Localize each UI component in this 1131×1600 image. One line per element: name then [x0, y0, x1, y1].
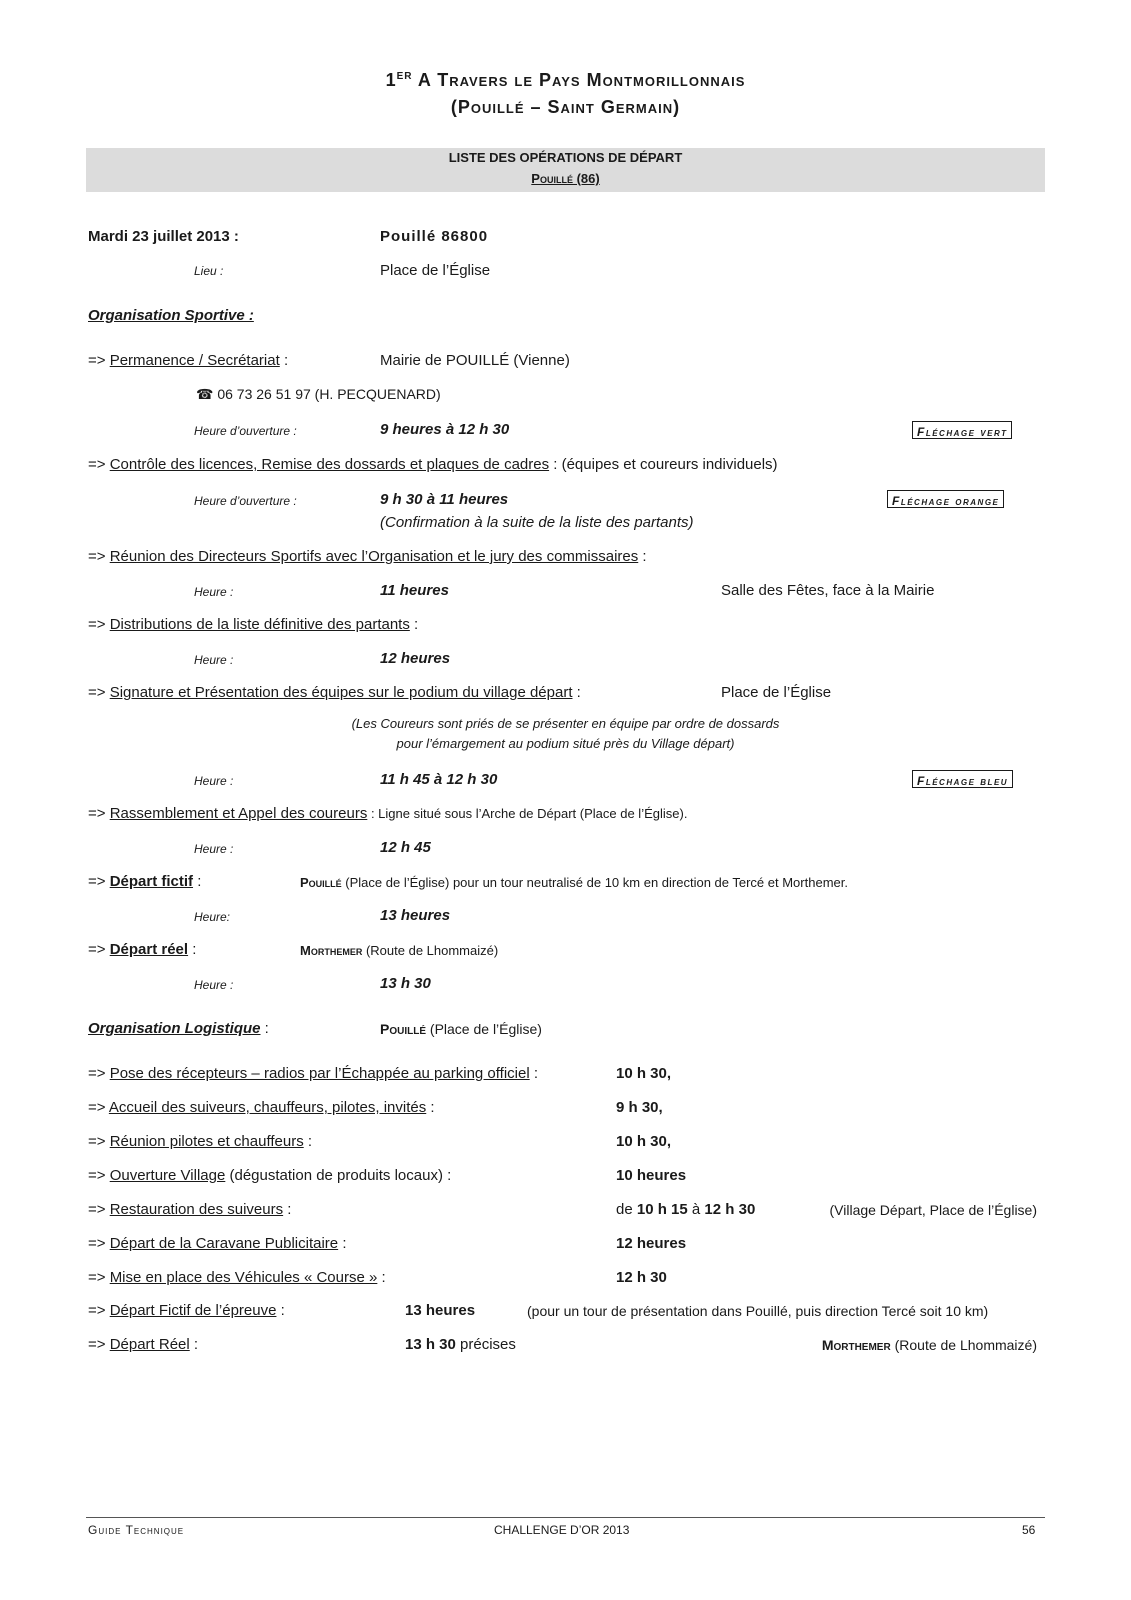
depart-reel-hours-label: Heure :: [194, 978, 234, 992]
distribution-hours-label: Heure :: [194, 653, 234, 667]
arrow: =>: [88, 1201, 110, 1218]
arrow: =>: [88, 352, 110, 369]
arrow: =>: [88, 548, 110, 565]
colon: :: [638, 548, 647, 565]
colon: :: [279, 352, 289, 369]
signature-row: [88, 684, 581, 701]
rassemblement-hours: 12 h 45: [380, 839, 431, 856]
logistique-row: [88, 1235, 347, 1252]
phone-row: [196, 386, 441, 403]
depart-fictif-row: [88, 873, 201, 890]
logistique-depart-reel-town: Morthemer: [821, 1337, 891, 1353]
signature-hours-label: Heure :: [194, 774, 234, 788]
rassemblement-label: Rassemblement et Appel des coureurs: [109, 805, 368, 822]
depart-fictif-hours-label: Heure:: [194, 910, 231, 924]
rassemblement-hours-label: Heure :: [194, 842, 234, 856]
logistique-row-time: [616, 1235, 686, 1252]
depart-fictif-town: Pouillé: [300, 875, 342, 890]
title-text: A Travers le Pays Montmorillonnais: [417, 70, 746, 90]
arrow: =>: [88, 1167, 110, 1184]
logistique-row-suffix: (dégustation de produits locaux) :: [225, 1167, 452, 1184]
arrow: =>: [88, 941, 110, 958]
logistique-heading: Organisation Logistique: [88, 1020, 261, 1037]
logistique-depart-reel-label: Départ Réel: [109, 1336, 190, 1353]
permanence-value: Mairie de POUILLÉ (Vienne): [380, 352, 570, 369]
title-number: 1: [385, 70, 397, 90]
logistique-row-label: Départ de la Caravane Publicitaire: [109, 1235, 339, 1252]
arrow: =>: [88, 873, 110, 890]
logistique-row: [88, 1201, 291, 1218]
distribution-row: [88, 616, 418, 633]
logistique-row-time: [616, 1065, 671, 1082]
logistique-row-suffix: :: [377, 1269, 386, 1286]
signature-hours: 11 h 45 à 12 h 30: [380, 771, 498, 788]
logistique-depart-reel-time-row: [405, 1336, 516, 1353]
logistique-depart-reel-row: [88, 1336, 198, 1353]
licences-label: Contrôle des licences, Remise des dossards et plaques de cadres: [109, 456, 550, 473]
colon: :: [188, 941, 197, 958]
arrow: =>: [88, 1235, 110, 1252]
licences-row: [88, 456, 778, 473]
arrow: =>: [88, 1302, 110, 1319]
flechage-vert-badge: Fléchage vert: [912, 421, 1012, 439]
phone-number: 06 73 26 51 97 (H. PECQUENARD): [217, 386, 441, 402]
logistique-row: [88, 1269, 386, 1286]
reunion-place: Salle des Fêtes, face à la Mairie: [721, 582, 935, 599]
time-start: 10 h 15: [636, 1201, 688, 1218]
logistique-row-suffix: :: [303, 1133, 313, 1150]
licences-suffix: : (équipes et coureurs individuels): [549, 456, 778, 473]
footer-left: Guide Technique: [88, 1523, 185, 1537]
arrow: =>: [88, 805, 110, 822]
licences-note: (Confirmation à la suite de la liste des partants): [380, 514, 694, 531]
logistique-row-suffix: :: [529, 1065, 539, 1082]
reunion-row: [88, 548, 647, 565]
depart-reel-hours: 13 h 30: [380, 975, 431, 992]
telephone-icon: ☎: [196, 386, 214, 402]
depart-reel-detail: (Route de Lhommaizé): [362, 943, 499, 958]
colon: :: [189, 1336, 199, 1353]
banner-title: LISTE DES OPÉRATIONS DE DÉPART: [448, 150, 683, 165]
time-prefix: de: [616, 1201, 637, 1218]
logistique-row-time: [616, 1167, 686, 1184]
logistique-row-time: [616, 1133, 671, 1150]
permanence-hours: 9 heures à 12 h 30: [380, 421, 510, 438]
time-value: 12 heures: [616, 1235, 687, 1252]
depart-reel-row: [88, 941, 196, 958]
distribution-label: Distributions de la liste définitive des partants: [109, 616, 410, 633]
logistique-depart-fictif-extra: (pour un tour de présentation dans Pouillé, puis direction Tercé soit 10 km): [527, 1303, 989, 1319]
logistique-location: [380, 1021, 542, 1037]
logistique-row: [88, 1065, 538, 1082]
colon: :: [409, 616, 419, 633]
depart-fictif-label: Départ fictif: [109, 873, 194, 890]
arrow: =>: [88, 1065, 110, 1082]
licences-hours: 9 h 30 à 11 heures: [380, 491, 509, 508]
logistique-town: Pouillé: [380, 1021, 427, 1037]
arrow: =>: [88, 616, 110, 633]
arrow: =>: [88, 684, 110, 701]
depart-reel-label: Départ réel: [109, 941, 189, 958]
flechage-orange-badge: Fléchage orange: [887, 490, 1004, 508]
lieu-label: Lieu :: [194, 264, 224, 278]
event-town: Pouillé 86800: [380, 228, 489, 245]
footer-center: CHALLENGE D’OR 2013: [494, 1523, 630, 1537]
rassemblement-row: [88, 805, 687, 822]
reunion-hours: 11 heures: [380, 582, 449, 599]
depart-fictif-hours: 13 heures: [380, 907, 451, 924]
logistique-row-label: Ouverture Village: [109, 1167, 226, 1184]
signature-label: Signature et Présentation des équipes sur le podium du village départ: [109, 684, 573, 701]
banner-location: Pouillé (86): [531, 171, 600, 186]
logistique-row-label: Pose des récepteurs – radios par l’Échappée au parking officiel: [109, 1065, 530, 1082]
logistique-town-detail: (Place de l’Église): [426, 1021, 542, 1037]
logistique-row-time: [616, 1099, 663, 1116]
logistique-row: [88, 1099, 435, 1116]
arrow: =>: [88, 1269, 110, 1286]
logistique-row-label: Mise en place des Véhicules « Course »: [109, 1269, 378, 1286]
depart-reel-value: [300, 943, 498, 958]
document-title: [0, 70, 1131, 91]
time-value: 9 h 30,: [616, 1099, 663, 1116]
depart-fictif-detail: (Place de l’Église) pour un tour neutralisé de 10 km en direction de Tercé et Morthemer.: [341, 875, 848, 890]
permanence-label: Permanence / Secrétariat: [109, 352, 280, 369]
lieu-value: Place de l’Église: [380, 262, 491, 279]
logistique-depart-fictif-time: 13 heures: [405, 1302, 476, 1319]
signature-note-line2: pour l’émargement au podium situé près du Village départ): [396, 736, 735, 751]
reunion-hours-label: Heure :: [194, 585, 234, 599]
logistique-row-suffix: :: [338, 1235, 347, 1252]
logistique-row-suffix: :: [283, 1201, 292, 1218]
logistique-row: [88, 1133, 312, 1150]
distribution-hours: 12 heures: [380, 650, 451, 667]
signature-place: Place de l’Église: [721, 684, 832, 701]
footer-rule: [86, 1517, 1045, 1518]
arrow: =>: [88, 1336, 110, 1353]
rassemblement-suffix: : Ligne situé sous l’Arche de Départ (Place de l’Église).: [367, 806, 688, 821]
arrow: =>: [88, 1133, 110, 1150]
time-separator: à: [687, 1201, 705, 1218]
time-value: 10 h 30,: [616, 1133, 672, 1150]
logistique-row-label: Réunion pilotes et chauffeurs: [109, 1133, 304, 1150]
colon: :: [193, 873, 202, 890]
logistique-depart-reel-time: 13 h 30: [405, 1336, 456, 1353]
sportive-heading: Organisation Sportive :: [88, 307, 254, 324]
signature-note-line1: (Les Coureurs sont priés de se présenter en équipe par ordre de dossards: [351, 716, 780, 731]
time-value: 12 h 30: [616, 1269, 667, 1286]
page-number: 56: [1022, 1523, 1036, 1537]
logistique-depart-reel-place: [822, 1337, 1037, 1353]
flechage-bleu-badge: Fléchage bleu: [912, 770, 1013, 788]
logistique-depart-reel-precision: précises: [455, 1336, 516, 1353]
logistique-row-label: Accueil des suiveurs, chauffeurs, pilotes, invités: [108, 1099, 427, 1116]
arrow: =>: [88, 1099, 109, 1116]
colon: :: [572, 684, 581, 701]
arrow: =>: [88, 456, 110, 473]
logistique-depart-reel-detail: (Route de Lhommaizé): [890, 1337, 1037, 1353]
logistique-row-time: [616, 1201, 755, 1218]
colon: :: [276, 1302, 285, 1319]
document-subtitle: (Pouillé – Saint Germain): [450, 97, 681, 117]
logistique-row-extra: (Village Départ, Place de l’Église): [829, 1202, 1037, 1218]
colon: :: [260, 1020, 269, 1037]
licences-hours-label: Heure d’ouverture :: [194, 494, 297, 508]
time-value: 10 h 30,: [616, 1065, 672, 1082]
time-end: 12 h 30: [704, 1201, 756, 1218]
reunion-label: Réunion des Directeurs Sportifs avec l’Organisation et le jury des commissaires: [109, 548, 639, 565]
logistique-depart-fictif-label: Départ Fictif de l’épreuve: [109, 1302, 277, 1319]
depart-fictif-value: [300, 875, 848, 890]
logistique-row-time: [616, 1269, 667, 1286]
time-value: 10 heures: [616, 1167, 687, 1184]
event-date: Mardi 23 juillet 2013 :: [88, 228, 239, 245]
permanence-row: [88, 352, 288, 369]
depart-reel-town: Morthemer: [300, 943, 363, 958]
banner-subtitle: [86, 171, 1045, 186]
logistique-row: [88, 1167, 451, 1184]
logistique-row-suffix: :: [426, 1099, 435, 1116]
title-superscript: ER: [396, 71, 413, 82]
permanence-hours-label: Heure d’ouverture :: [194, 424, 297, 438]
logistique-heading-row: [88, 1020, 269, 1037]
logistique-row-label: Restauration des suiveurs: [109, 1201, 284, 1218]
logistique-depart-fictif-row: [88, 1302, 285, 1319]
